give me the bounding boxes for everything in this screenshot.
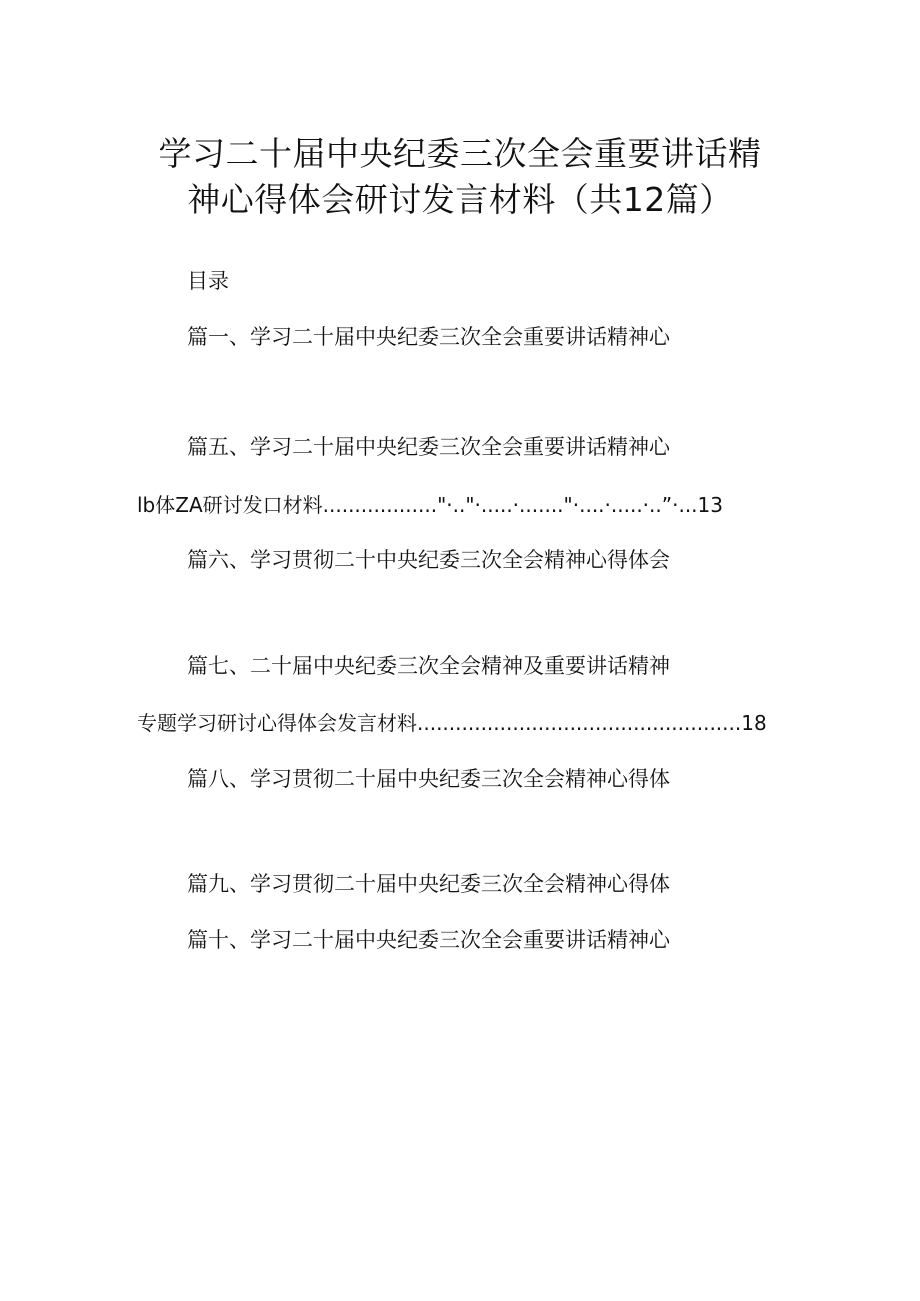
toc-entry-7[interactable]: 篇七、二十届中央纪委三次全会精神及重要讲话精神 <box>187 654 670 678</box>
toc-entry-5-continuation[interactable]: lb体ZA研讨发口材料.................."·.."·.....·......."·....·.....·..”·...13 <box>137 493 723 517</box>
toc-entry-1[interactable]: 篇一、学习二十届中央纪委三次全会重要讲话精神心 <box>187 325 670 349</box>
toc-heading: 目录 <box>187 269 229 293</box>
toc-entry-6[interactable]: 篇六、学习贯彻二十中央纪委三次全会精神心得体会 <box>187 548 670 572</box>
toc-entry-10[interactable]: 篇十、学习二十届中央纪委三次全会重要讲话精神心 <box>187 928 670 952</box>
toc-entry-5[interactable]: 篇五、学习二十届中央纪委三次全会重要讲话精神心 <box>187 435 670 459</box>
toc-entry-8[interactable]: 篇八、学习贯彻二十届中央纪委三次全会精神心得体 <box>187 767 670 791</box>
document-title-line-1: 学习二十届中央纪委三次全会重要讲话精 <box>158 134 762 173</box>
toc-entry-7-continuation[interactable]: 专题学习研讨心得体会发言材料...................................................18 <box>137 711 767 735</box>
document-title-line-2: 神心得体会研讨发言材料（共12篇） <box>187 180 733 219</box>
toc-entry-9[interactable]: 篇九、学习贯彻二十届中央纪委三次全会精神心得体 <box>187 872 670 896</box>
